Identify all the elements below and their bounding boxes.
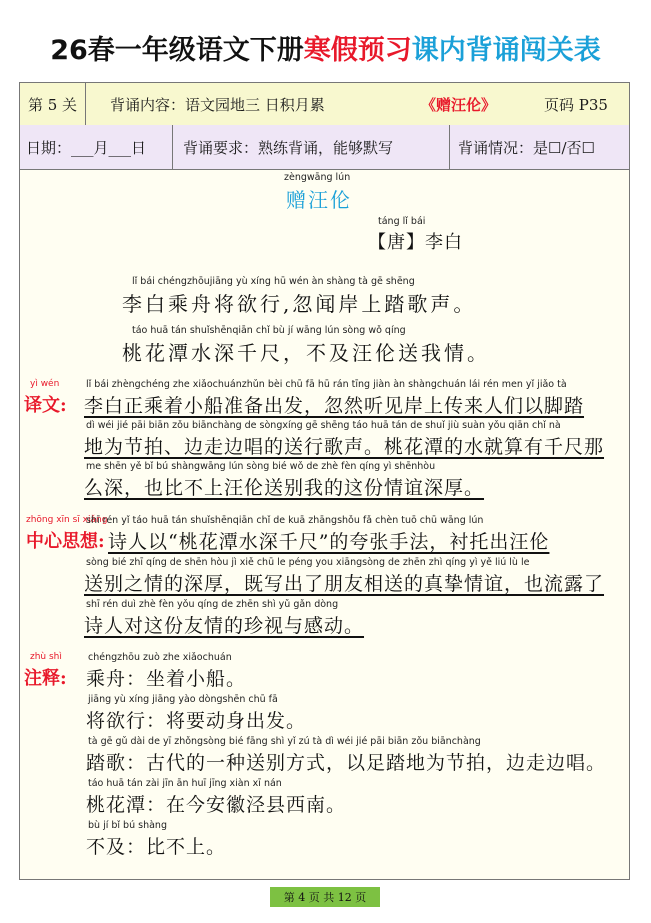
note-5-pinyin: bù jí bǐ bú shàng (88, 820, 167, 831)
poem-line-1-pinyin: lǐ bái chéngzhōujiāng yù xíng hū wén àn shàng tà gē shēng (132, 276, 415, 287)
poem-title-pinyin: zèngwāng lún (284, 172, 351, 183)
date-cell: 日期：___月___日 (20, 125, 173, 169)
poem-title: 赠汪伦 (286, 188, 352, 212)
title-part-1: 26春一年级语文下册 (50, 35, 304, 66)
content-title: 《赠汪伦》 (421, 95, 497, 114)
note-2: 将欲行：将要动身出发。 (86, 710, 307, 732)
central-idea-line-1: 诗人以“桃花潭水深千尺”的夸张手法，衬托出汪伦 (108, 531, 550, 553)
translation-line-3-pinyin: me shēn yě bǐ bú shàngwāng lún sòng bié wǒ de zhè fèn qíng yì shēnhòu (86, 461, 436, 472)
note-4-pinyin: táo huā tán zài jīn ān huī jīng xiàn xī nán (88, 778, 282, 789)
central-idea-line-3-pinyin: shī rén duì zhè fèn yǒu qíng de zhēn shì yǔ gǎn dòng (86, 599, 339, 610)
title-part-3: 课内背诵闯关表 (411, 35, 601, 66)
poem-author: 【唐】李白 (368, 232, 463, 253)
poem-line-2-pinyin: táo huā tán shuǐshēnqiān chǐ bù jí wāng lún sòng wǒ qíng (132, 325, 406, 336)
translation-line-2: 地为节拍、边走边唱的送行歌声。桃花潭的水就算有千尺那 (84, 436, 605, 458)
translation-label: 译文: (24, 395, 67, 416)
note-1: 乘舟：坐着小船。 (86, 668, 247, 690)
translation-line-2-pinyin: dì wéi jié pāi biān zǒu biānchàng de sòngxíng gē shēng táo huā tán de shuǐ jiù suàn yǒu qiān chǐ nà (86, 420, 561, 431)
note-3-pinyin: tà gē gǔ dài de yī zhǒngsòng bié fāng shì yǐ zú tà dì wéi jié pāi biān zǒu biānchàng (88, 736, 481, 747)
content-area (20, 170, 629, 879)
notes-label: 注释: (24, 668, 67, 689)
central-idea-line-2-pinyin: sòng bié zhī qíng de shēn hòu jì xiě chū le péng you xiāngsòng de zhēn zhì qíng yì yě liú lù le (86, 557, 530, 568)
content-label: 背诵内容：语文园地三 日积月累 (110, 95, 325, 114)
page-title (0, 28, 651, 67)
note-3: 踏歌：古代的一种送别方式，以足踏地为节拍，边走边唱。 (86, 752, 607, 774)
poem-line-1: 李白乘舟将欲行,忽闻岸上踏歌声。 (122, 292, 477, 316)
central-idea-label-pinyin: zhōng xīn sī xiǎng (26, 515, 108, 525)
note-4: 桃花潭：在今安徽泾县西南。 (86, 794, 347, 816)
central-idea-line-3: 诗人对这份友情的珍视与感动。 (84, 615, 365, 637)
poem-line-2: 桃花潭水深千尺，不及汪伦送我情。 (122, 341, 490, 365)
translation-line-1: 李白正乘着小船准备出发，忽然听见岸上传来人们以脚踏 (84, 395, 585, 417)
central-idea-line-2: 送别之情的深厚，既写出了朋友相送的真挚情谊，也流露了 (84, 573, 605, 595)
translation-line-1-pinyin: lǐ bái zhèngchéng zhe xiǎochuánzhǔn bèi chū fā hū rán tīng jiàn àn shàngchuán lái rén men yǐ jiǎo tà (86, 379, 567, 390)
note-5: 不及：比不上。 (86, 836, 227, 858)
page-code: 页码 P35 (544, 95, 608, 114)
note-1-pinyin: chéngzhōu zuò zhe xiǎochuán (88, 652, 232, 663)
note-2-pinyin: jiāng yù xíng jiāng yào dòngshēn chū fā (88, 694, 278, 705)
level-cell: 第 5 关 (20, 83, 86, 125)
title-part-2: 寒假预习 (303, 35, 412, 66)
status-cell: 背诵情况：是☐/否☐ (458, 138, 595, 157)
notes-label-pinyin: zhù shì (30, 652, 62, 662)
central-idea-line-1-pinyin: shī rén yǐ táo huā tán shuǐshēnqiān chǐ de kuā zhāngshǒu fǎ chèn tuō chū wāng lún (86, 515, 484, 526)
header-row-content (20, 83, 629, 126)
recitation-card (19, 82, 630, 880)
translation-label-pinyin: yì wén (30, 379, 60, 389)
central-idea-label: 中心思想: (26, 531, 105, 552)
author-pinyin: táng lǐ bái (378, 216, 426, 227)
requirement-cell: 背诵要求：熟练背诵，能够默写 (173, 125, 450, 169)
page-footer: 第 4 页 共 12 页 (270, 887, 380, 907)
header-row-requirements (20, 125, 629, 170)
translation-line-3: 么深，也比不上汪伦送别我的这份情谊深厚。 (84, 477, 485, 499)
